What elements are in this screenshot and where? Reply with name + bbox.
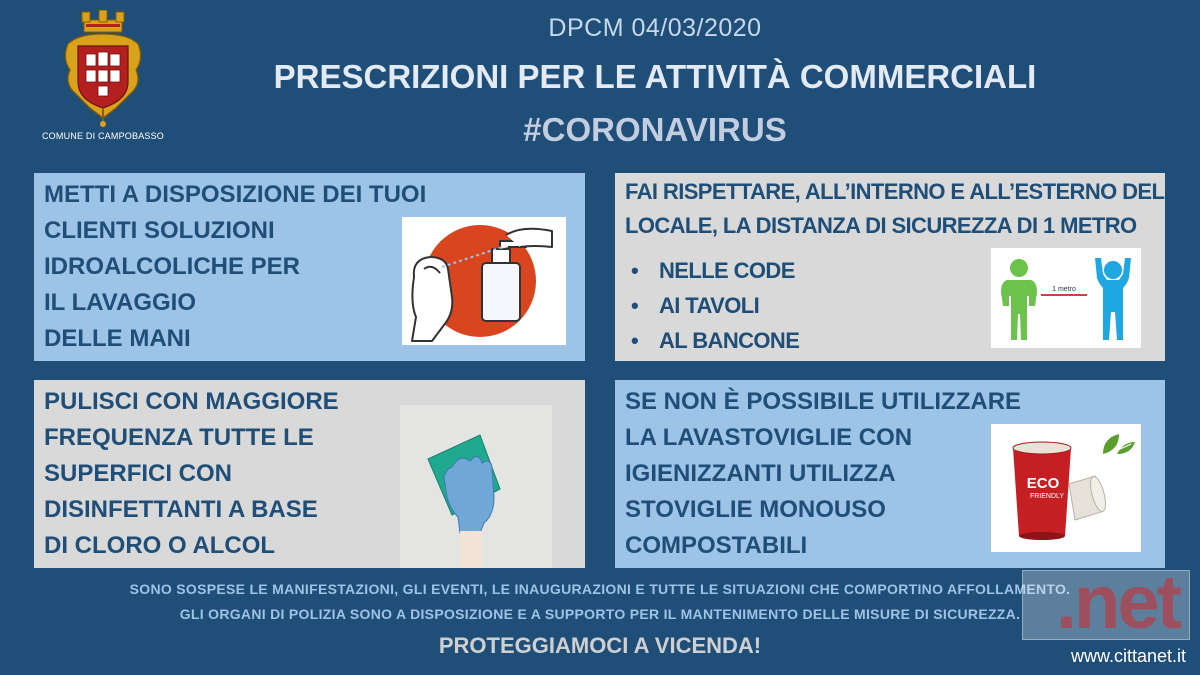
list-item-label: NELLE CODE	[659, 258, 795, 283]
eco-cup-image	[991, 424, 1141, 552]
decree-reference: DPCM 04/03/2020	[548, 14, 762, 42]
panel-compostable-dishes	[615, 380, 1165, 568]
text-line: IL LAVAGGIO	[44, 289, 197, 316]
distance-bullet-list	[625, 253, 799, 358]
cup-sublabel: FRIENDLY	[1029, 493, 1065, 500]
list-item	[625, 323, 799, 358]
cup-label: ECO	[1026, 475, 1060, 492]
panel-hand-sanitizer-text	[44, 177, 426, 357]
distance-label: 1 metro	[1052, 286, 1076, 293]
text-line: SE NON È POSSIBILE UTILIZZARE	[625, 388, 1022, 415]
person-green-icon	[1001, 259, 1037, 340]
text-line: DISINFETTANTI A BASE	[44, 496, 318, 523]
text-line: LOCALE, LA DISTANZA DI SICUREZZA DI 1 METRO	[625, 213, 1137, 238]
panel-safety-distance-text	[625, 175, 1164, 243]
list-item	[625, 288, 799, 323]
page-title: PRESCRIZIONI PER LE ATTIVITÀ COMMERCIALI	[273, 58, 1037, 95]
bullet-icon: •	[631, 328, 639, 353]
text-line: DI CLORO O ALCOL	[44, 532, 276, 559]
crown-icon	[82, 10, 124, 32]
bullet-icon: •	[631, 258, 639, 283]
text-line: METTI A DISPOSIZIONE DEI TUOI	[44, 181, 427, 208]
closing-slogan: PROTEGGIAMOCI A VICENDA!	[438, 633, 762, 658]
text-line: PULISCI CON MAGGIORE	[44, 388, 339, 415]
text-line: FREQUENZA TUTTE LE	[44, 424, 314, 451]
hashtag: #CORONAVIRUS	[523, 111, 787, 148]
logo-caption: COMUNE DI CAMPOBASSO	[41, 131, 164, 141]
footer-notice-line-1: SONO SOSPESE LE MANIFESTAZIONI, GLI EVENTI, LE INAUGURAZIONI E TUTTE LE SITUAZIONI CHE COMPORTINO AFFOLLAMENTO.	[129, 581, 1071, 597]
panel-surface-cleaning	[34, 380, 585, 568]
text-line: LA LAVASTOVIGLIE CON	[625, 424, 913, 451]
hand-sanitizer-image	[402, 217, 566, 345]
eco-cup-icon	[991, 424, 1141, 552]
panel-safety-distance	[615, 173, 1165, 361]
footer-notice-line-2: GLI ORGANI DI POLIZIA SONO A DISPOSIZIONE E A SUPPORTO PER IL MANTENIMENTO DELLE MISURE DI SICUREZZA.	[179, 606, 1021, 622]
text-line: IDROALCOLICHE PER	[44, 253, 301, 280]
text-line: COMPOSTABILI	[625, 532, 808, 559]
panel-compostable-dishes-text	[625, 384, 1021, 564]
text-line: STOVIGLIE MONOUSO	[625, 496, 886, 523]
text-line: IGIENIZZANTI UTILIZZA	[625, 460, 896, 487]
person-blue-icon	[1095, 258, 1131, 340]
text-line: SUPERFICI CON	[44, 460, 233, 487]
watermark-url: www.cittanet.it	[1070, 646, 1186, 666]
social-distance-image	[991, 248, 1141, 348]
coat-of-arms-logo	[62, 10, 144, 128]
hand-sanitizer-icon	[402, 217, 566, 345]
watermark-brand: .net	[1055, 560, 1179, 645]
list-item	[625, 253, 799, 288]
cleaning-image	[400, 405, 552, 568]
list-item-label: AI TAVOLI	[659, 293, 760, 318]
bullet-icon: •	[631, 293, 639, 318]
gloved-hand-cleaning-icon	[400, 405, 552, 568]
watermark-logo	[1022, 560, 1190, 645]
list-item-label: AL BANCONE	[659, 328, 800, 353]
leaf-icon	[1103, 434, 1135, 456]
text-line: CLIENTI SOLUZIONI	[44, 217, 275, 244]
panel-hand-sanitizer	[34, 173, 585, 361]
social-distance-icon	[991, 248, 1141, 348]
text-line: DELLE MANI	[44, 325, 191, 352]
text-line: FAI RISPETTARE, ALL’INTERNO E ALL’ESTERNO DEL	[625, 179, 1165, 204]
panel-surface-cleaning-text	[44, 384, 339, 564]
